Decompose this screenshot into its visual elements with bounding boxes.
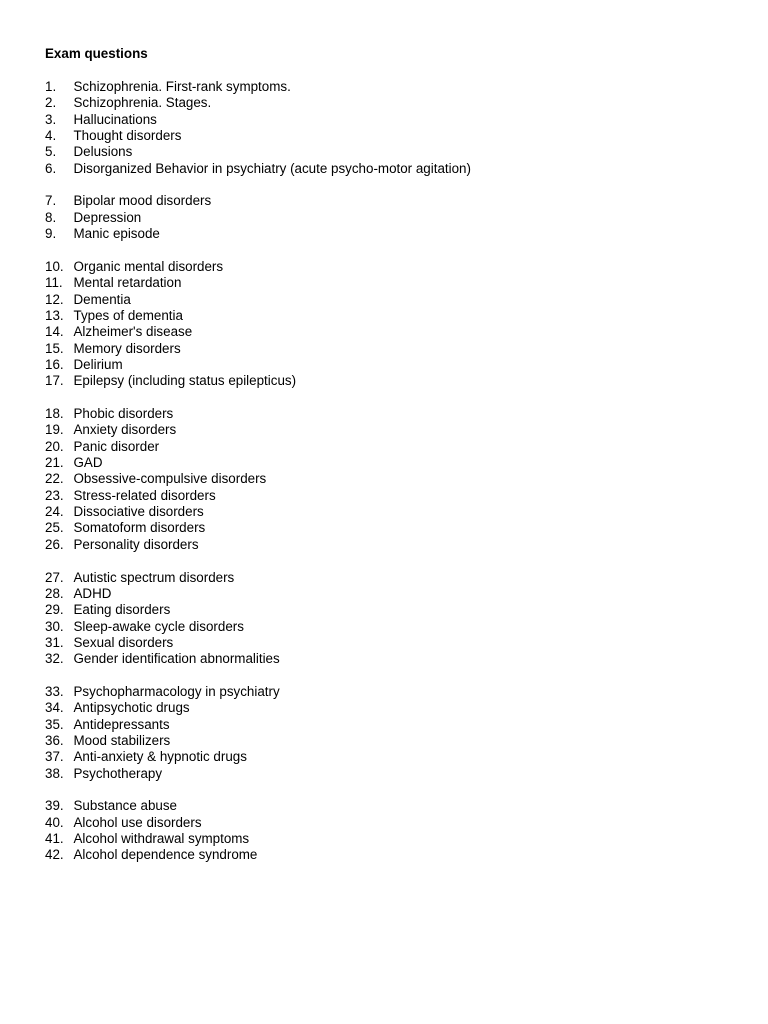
item-number: 40. <box>45 814 64 830</box>
item-number: 16. <box>45 356 64 372</box>
list-item <box>45 79 725 95</box>
question-group <box>45 798 725 863</box>
item-number: 23. <box>45 487 64 503</box>
list-item <box>45 651 725 667</box>
item-number: 26. <box>45 536 64 552</box>
item-number: 14. <box>45 324 64 340</box>
list-item <box>45 341 725 357</box>
item-text: Antipsychotic drugs <box>73 700 190 716</box>
item-number: 15. <box>45 340 64 356</box>
item-text: Antidepressants <box>73 716 170 732</box>
item-number: 33. <box>45 683 64 699</box>
item-text: Panic disorder <box>73 438 160 454</box>
item-number: 34. <box>45 700 64 716</box>
list-item <box>45 144 725 160</box>
item-number: 39. <box>45 798 64 814</box>
item-text: Somatoform disorders <box>73 520 206 536</box>
item-text: GAD <box>73 455 103 471</box>
list-item <box>45 161 725 177</box>
item-text: Gender identification abnormalities <box>73 651 280 667</box>
item-text: Types of dementia <box>73 307 183 323</box>
item-number: 4. <box>45 128 57 144</box>
item-number: 42. <box>45 847 64 863</box>
item-text: Disorganized Behavior in psychiatry (acute psycho-motor agitation) <box>73 160 471 176</box>
question-list <box>45 79 725 880</box>
item-text: Anti-anxiety & hypnotic drugs <box>73 749 247 765</box>
item-number: 2. <box>45 95 57 111</box>
item-number: 31. <box>45 634 64 650</box>
item-text: Alcohol dependence syndrome <box>73 847 258 863</box>
item-number: 21. <box>45 455 64 471</box>
item-number: 18. <box>45 406 64 422</box>
item-text: Mood stabilizers <box>73 732 171 748</box>
item-number: 7. <box>45 193 57 209</box>
item-text: Alcohol withdrawal symptoms <box>73 831 250 847</box>
question-group <box>45 570 725 668</box>
item-number: 29. <box>45 602 64 618</box>
item-text: Mental retardation <box>73 275 182 291</box>
list-item <box>45 570 725 586</box>
item-number: 20. <box>45 438 64 454</box>
list-item <box>45 226 725 242</box>
item-number: 24. <box>45 504 64 520</box>
item-number: 9. <box>45 226 57 242</box>
item-number: 3. <box>45 111 57 127</box>
item-number: 27. <box>45 569 64 585</box>
item-number: 36. <box>45 732 64 748</box>
item-text: Alzheimer's disease <box>73 324 193 340</box>
page-title: Exam questions <box>45 46 148 61</box>
item-number: 12. <box>45 291 64 307</box>
item-text: Stress-related disorders <box>73 487 216 503</box>
list-item <box>45 602 725 618</box>
item-number: 13. <box>45 307 64 323</box>
list-item <box>45 749 725 765</box>
list-item <box>45 406 725 422</box>
item-number: 1. <box>45 79 57 94</box>
list-item <box>45 504 725 520</box>
item-text: Schizophrenia. First-rank symptoms. <box>73 79 291 94</box>
list-item <box>45 455 725 471</box>
list-item <box>45 292 725 308</box>
list-item <box>45 357 725 373</box>
item-number: 32. <box>45 651 64 667</box>
list-item <box>45 847 725 863</box>
list-item <box>45 488 725 504</box>
list-item <box>45 210 725 226</box>
list-item <box>45 717 725 733</box>
list-item <box>45 259 725 275</box>
item-number: 22. <box>45 471 64 487</box>
list-item <box>45 733 725 749</box>
item-text: Depression <box>73 209 142 225</box>
item-text: Dissociative disorders <box>73 504 204 520</box>
question-group <box>45 259 725 390</box>
list-item <box>45 95 725 111</box>
list-item <box>45 619 725 635</box>
item-number: 41. <box>45 831 64 847</box>
list-item <box>45 193 725 209</box>
list-item <box>45 439 725 455</box>
item-text: Epilepsy (including status epilepticus) <box>73 373 297 389</box>
list-item <box>45 798 725 814</box>
item-text: Dementia <box>73 291 131 307</box>
item-text: Psychotherapy <box>73 765 163 781</box>
list-item <box>45 635 725 651</box>
question-group <box>45 79 725 177</box>
question-group <box>45 193 725 242</box>
item-number: 11. <box>45 275 63 291</box>
item-number: 37. <box>45 749 64 765</box>
list-item <box>45 520 725 536</box>
item-text: Sleep-awake cycle disorders <box>73 618 244 634</box>
item-number: 10. <box>45 258 64 274</box>
item-number: 19. <box>45 422 64 438</box>
item-text: ADHD <box>73 585 112 601</box>
item-text: Psychopharmacology in psychiatry <box>73 683 280 699</box>
question-group <box>45 406 725 553</box>
item-text: Organic mental disorders <box>73 258 224 274</box>
list-item <box>45 324 725 340</box>
item-number: 6. <box>45 160 57 176</box>
list-item <box>45 815 725 831</box>
list-item <box>45 586 725 602</box>
item-text: Substance abuse <box>73 798 177 814</box>
item-text: Alcohol use disorders <box>73 814 202 830</box>
item-number: 8. <box>45 209 57 225</box>
item-text: Schizophrenia. Stages. <box>73 95 212 111</box>
list-item <box>45 422 725 438</box>
list-item <box>45 128 725 144</box>
item-text: Anxiety disorders <box>73 422 177 438</box>
list-item <box>45 112 725 128</box>
item-text: Bipolar mood disorders <box>73 193 212 209</box>
item-number: 25. <box>45 520 64 536</box>
list-item <box>45 373 725 389</box>
item-text: Delusions <box>73 144 133 160</box>
item-text: Hallucinations <box>73 111 157 127</box>
item-number: 35. <box>45 716 64 732</box>
item-number: 5. <box>45 144 57 160</box>
item-text: Obsessive-compulsive disorders <box>73 471 267 487</box>
list-item <box>45 831 725 847</box>
item-number: 17. <box>45 373 64 389</box>
item-text: Thought disorders <box>73 128 182 144</box>
item-number: 38. <box>45 765 64 781</box>
item-text: Phobic disorders <box>73 406 174 422</box>
item-text: Autistic spectrum disorders <box>73 569 235 585</box>
item-number: 28. <box>45 585 64 601</box>
list-item <box>45 684 725 700</box>
item-text: Manic episode <box>73 226 160 242</box>
list-item <box>45 766 725 782</box>
question-group <box>45 684 725 782</box>
item-text: Sexual disorders <box>73 634 174 650</box>
item-text: Eating disorders <box>73 602 171 618</box>
item-text: Delirium <box>73 356 123 372</box>
item-number: 30. <box>45 618 64 634</box>
list-item <box>45 700 725 716</box>
list-item <box>45 308 725 324</box>
list-item <box>45 275 725 291</box>
item-text: Memory disorders <box>73 340 181 356</box>
list-item <box>45 537 725 553</box>
item-text: Personality disorders <box>73 536 199 552</box>
list-item <box>45 471 725 487</box>
